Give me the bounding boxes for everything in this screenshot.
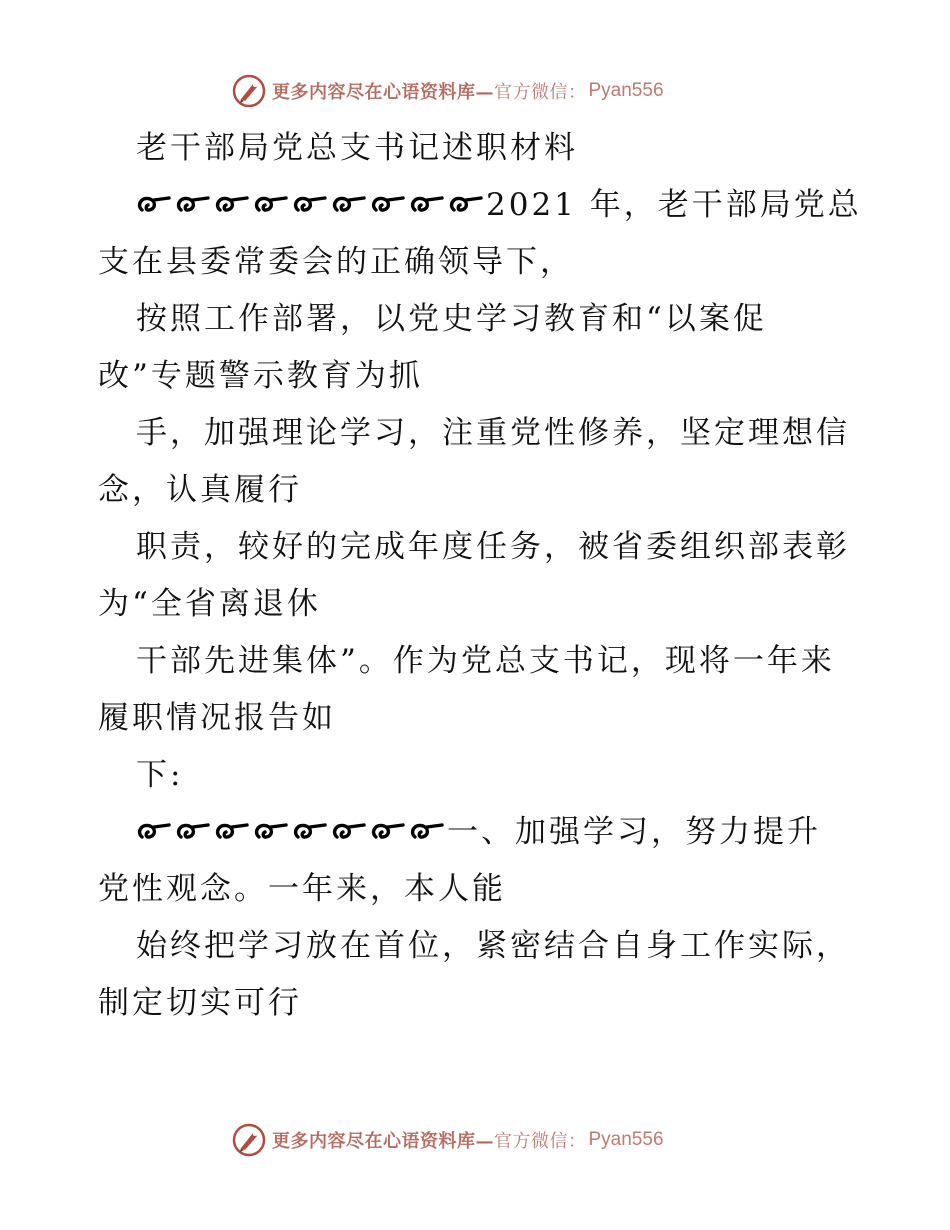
paragraph-line: 履职情况报告如 xyxy=(98,700,336,736)
paragraph-line: 手，加强理论学习，注重党性修养，坚定理想信 xyxy=(136,415,850,451)
watermark-text: 更多内容尽在心语资料库— xyxy=(272,1131,494,1152)
pen-logo-icon xyxy=(232,74,266,108)
section-heading-line xyxy=(98,804,858,861)
paragraph-line: 按照工作部署，以党史学习教育和“以案促 xyxy=(136,301,767,337)
paragraph-line: 始终把学习放在首位，紧密结合自身工作实际， xyxy=(136,928,850,964)
paragraph-line: 干部先进集体”。作为党总支书记，现将一年来 xyxy=(136,643,835,679)
paragraph-line xyxy=(98,177,862,234)
footer-watermark xyxy=(232,1120,664,1160)
paragraph-line: 改”专题警示教育为抓 xyxy=(98,358,423,394)
section-heading-text: 一、加强学习，努力提升 xyxy=(447,814,821,850)
paragraph-line: 念，认真履行 xyxy=(98,472,302,508)
paragraph-line: 下: xyxy=(136,757,184,793)
pen-logo-icon xyxy=(232,1123,266,1157)
watermark-wechat-id: Pyan556 xyxy=(588,80,664,101)
paragraph-line: 为“全省离退休 xyxy=(98,586,321,622)
paragraph-text: 2021 年，老干部局党总 xyxy=(486,187,862,223)
header-watermark xyxy=(232,71,664,111)
document-body xyxy=(98,120,862,1032)
decorative-ornament-icon xyxy=(136,193,486,215)
decorative-ornament-icon xyxy=(136,820,447,842)
watermark-contact-label: 官方微信： xyxy=(494,1131,587,1152)
watermark-text: 更多内容尽在心语资料库— xyxy=(272,82,494,103)
paragraph-line: 支在县委常委会的正确领导下， xyxy=(98,244,574,280)
paragraph-line: 制定切实可行 xyxy=(98,985,302,1021)
paragraph-line: 职责，较好的完成年度任务，被省委组织部表彰 xyxy=(136,529,850,565)
watermark-contact-label: 官方微信： xyxy=(494,82,587,103)
document-title: 老干部局党总支书记述职材料 xyxy=(136,130,578,166)
paragraph-line: 党性观念。一年来，本人能 xyxy=(98,871,506,907)
watermark-wechat-id: Pyan556 xyxy=(588,1129,664,1150)
